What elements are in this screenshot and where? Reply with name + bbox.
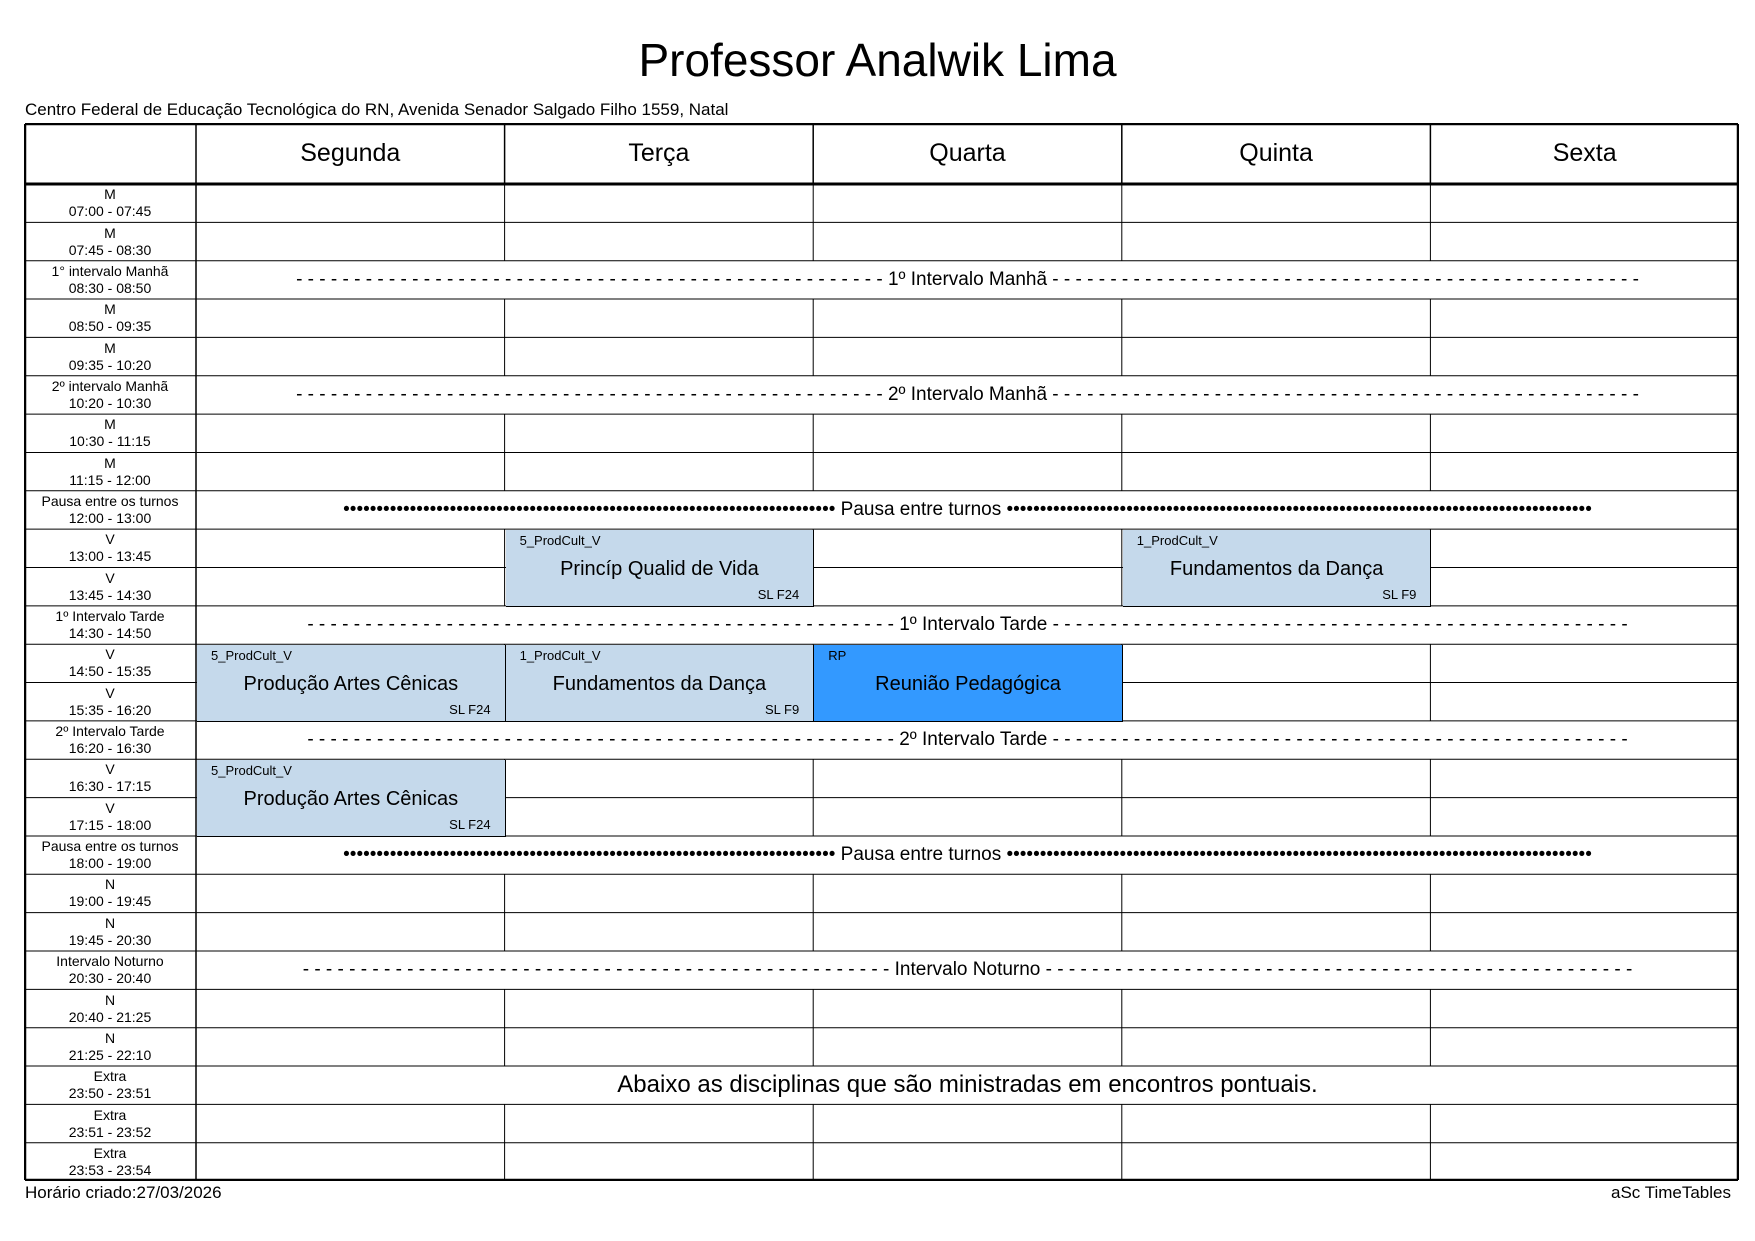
break-row: - - - - - - - - - - - - - - - - - - - - - - - - - - - - - - - - - - - - - - - - - - - - - - - - - - - 1º Intervalo Tarde - - - - - - - - - - - - - - - - - - - - - - - - - - - - - - - - - - - - - - - - - - - - - - - - - - (307, 614, 1628, 636)
period-name: Pausa entre os turnos (41, 838, 179, 855)
lesson-card[interactable] (506, 530, 815, 607)
lesson-room: SL F9 (764, 701, 800, 717)
lesson-room: SL F24 (757, 586, 800, 602)
lesson-subject: Princíp Qualid de Vida (560, 558, 759, 581)
period-time: 10:20 - 10:30 (68, 394, 152, 411)
break-row: •••••••••••••••••••••••••••••••••••••••••••••••••••••••••••••••••••••••••• Pausa entre turnos •••••••••••••••••••••••••••••••••••••••••••••••••••••••••••••••••••••••••••••••••••••••• (343, 498, 1592, 520)
period-label (24, 798, 196, 836)
break-row: Abaixo as disciplinas que são ministradas em encontros pontuais. (617, 1071, 1318, 1099)
period-label (24, 491, 196, 529)
lesson-subject: Produção Artes Cênicas (243, 788, 459, 811)
lesson-card[interactable] (1123, 530, 1432, 607)
period-time: 09:35 - 10:20 (68, 356, 152, 373)
period-label (24, 1143, 196, 1181)
period-name: M (104, 301, 116, 318)
period-label (24, 184, 196, 222)
period-time: 13:00 - 13:45 (68, 548, 152, 565)
period-name: Extra (93, 1106, 127, 1123)
period-name: V (105, 531, 115, 548)
period-name: Extra (93, 1144, 127, 1161)
lesson-group: 5_ProdCult_V (211, 763, 292, 779)
period-time: 10:30 - 11:15 (69, 433, 151, 450)
period-label (24, 299, 196, 337)
period-name: N (104, 914, 116, 931)
period-name: N (104, 991, 116, 1008)
lesson-group: 1_ProdCult_V (1136, 533, 1218, 549)
period-name: V (105, 569, 115, 586)
period-time: 20:30 - 20:40 (68, 970, 152, 987)
period-time: 17:15 - 18:00 (68, 816, 152, 833)
period-label (24, 721, 196, 759)
period-time: 13:45 - 14:30 (68, 586, 152, 603)
lesson-room: SL F9 (1382, 586, 1417, 602)
period-time: 11:15 - 12:00 (69, 471, 151, 488)
period-time: 15:35 - 16:20 (68, 701, 152, 718)
period-time: 18:00 - 19:00 (68, 855, 152, 872)
period-name: V (105, 684, 115, 701)
lesson-group: 5_ProdCult_V (211, 648, 292, 664)
period-label (24, 1028, 196, 1066)
period-label (24, 913, 196, 951)
period-name: N (104, 1029, 116, 1046)
day-header-quinta: Quinta (1239, 139, 1313, 167)
period-time: 20:40 - 21:25 (68, 1008, 152, 1025)
period-name: V (105, 799, 115, 816)
created-date: Horário criado:27/03/2026 (25, 1183, 222, 1202)
period-name: 2º intervalo Manhã (51, 377, 169, 394)
period-name: M (104, 186, 116, 203)
page-title: Professor Analwik Lima (638, 34, 1117, 86)
period-time: 14:50 - 15:35 (68, 663, 152, 680)
period-time: 07:45 - 08:30 (68, 241, 152, 258)
period-label (24, 951, 196, 989)
period-name: Extra (93, 1068, 127, 1085)
period-name: Pausa entre os turnos (41, 492, 179, 509)
period-name: M (104, 224, 116, 241)
period-name: 1° intervalo Manhã (51, 262, 169, 279)
lesson-subject: Reunião Pedagógica (875, 673, 1061, 696)
period-time: 23:51 - 23:52 (68, 1123, 152, 1140)
period-label (24, 644, 196, 682)
period-name: 2º Intervalo Tarde (55, 723, 165, 740)
period-label (24, 1104, 196, 1142)
period-name: M (104, 416, 116, 433)
period-time: 16:20 - 16:30 (68, 740, 152, 757)
period-label (24, 759, 196, 797)
break-row: - - - - - - - - - - - - - - - - - - - - - - - - - - - - - - - - - - - - - - - - - - - - - - - - - - - 1º Intervalo Manhã - - - - - - - - - - - - - - - - - - - - - - - - - - - - - - - - - - - - - - - - - - - - - - - - - - - (296, 268, 1639, 290)
lesson-subject: Fundamentos da Dança (1169, 558, 1384, 581)
period-time: 12:00 - 13:00 (68, 509, 152, 526)
brand-label: aSc TimeTables (1611, 1183, 1731, 1202)
period-name: V (105, 646, 115, 663)
period-label (24, 414, 196, 452)
period-label (24, 452, 196, 490)
period-label (24, 529, 196, 567)
period-time: 23:50 - 23:51 (68, 1085, 152, 1102)
break-row: - - - - - - - - - - - - - - - - - - - - - - - - - - - - - - - - - - - - - - - - - - - - - - - - - - - 2º Intervalo Manhã - - - - - - - - - - - - - - - - - - - - - - - - - - - - - - - - - - - - - - - - - - - - - - - - - - - (296, 383, 1639, 405)
break-row: - - - - - - - - - - - - - - - - - - - - - - - - - - - - - - - - - - - - - - - - - - - - - - - - - - - 2º Intervalo Tarde - - - - - - - - - - - - - - - - - - - - - - - - - - - - - - - - - - - - - - - - - - - - - - - - - - (307, 729, 1628, 751)
lesson-card[interactable] (197, 645, 506, 722)
lesson-group: 5_ProdCult_V (519, 533, 601, 549)
period-label (24, 836, 196, 874)
lesson-card[interactable] (814, 645, 1123, 722)
period-time: 23:53 - 23:54 (68, 1161, 152, 1178)
period-name: Intervalo Noturno (56, 953, 164, 970)
lesson-card[interactable] (197, 760, 506, 837)
day-header-sexta: Sexta (1552, 139, 1617, 167)
period-time: 19:00 - 19:45 (68, 893, 152, 910)
period-label (24, 1066, 196, 1104)
period-time: 07:00 - 07:45 (68, 203, 152, 220)
lesson-group: 1_ProdCult_V (519, 648, 601, 664)
lesson-room: SL F24 (449, 701, 491, 717)
lesson-room: SL F24 (449, 816, 491, 832)
lesson-subject: Fundamentos da Dança (552, 673, 767, 696)
period-time: 16:30 - 17:15 (68, 778, 152, 795)
period-label (24, 376, 196, 414)
period-time: 08:30 - 08:50 (68, 279, 152, 296)
break-row: •••••••••••••••••••••••••••••••••••••••••••••••••••••••••••••••••••••••••• Pausa entre turnos •••••••••••••••••••••••••••••••••••••••••••••••••••••••••••••••••••••••••••••••••••••••• (343, 844, 1592, 866)
period-label (24, 874, 196, 912)
period-label (24, 683, 196, 721)
lesson-group: RP (828, 648, 847, 664)
period-name: M (104, 339, 116, 356)
period-name: 1º Intervalo Tarde (55, 608, 165, 625)
day-header-terça: Terça (628, 139, 690, 167)
timetable-grid (24, 123, 1739, 1181)
period-label (24, 568, 196, 606)
period-time: 21:25 - 22:10 (68, 1046, 152, 1063)
day-header-quarta: Quarta (929, 139, 1006, 167)
period-time: 14:30 - 14:50 (68, 625, 152, 642)
period-name: N (104, 876, 116, 893)
period-name: M (104, 454, 116, 471)
period-label (24, 337, 196, 375)
period-name: V (105, 761, 115, 778)
break-row: - - - - - - - - - - - - - - - - - - - - - - - - - - - - - - - - - - - - - - - - - - - - - - - - - - - Intervalo Noturno - - - - - - - - - - - - - - - - - - - - - - - - - - - - - - - - - - - - - - - - - - - - - - - - - - - (302, 959, 1633, 981)
school-address: Centro Federal de Educação Tecnológica do RN, Avenida Senador Salgado Filho 1559, Natal (25, 100, 729, 119)
period-time: 19:45 - 20:30 (68, 931, 152, 948)
period-time: 08:50 - 09:35 (68, 318, 152, 335)
period-label (24, 222, 196, 260)
period-label (24, 261, 196, 299)
period-label (24, 989, 196, 1027)
period-label (24, 606, 196, 644)
lesson-subject: Produção Artes Cênicas (243, 673, 459, 696)
lesson-card[interactable] (506, 645, 815, 722)
day-header-segunda: Segunda (300, 139, 401, 167)
